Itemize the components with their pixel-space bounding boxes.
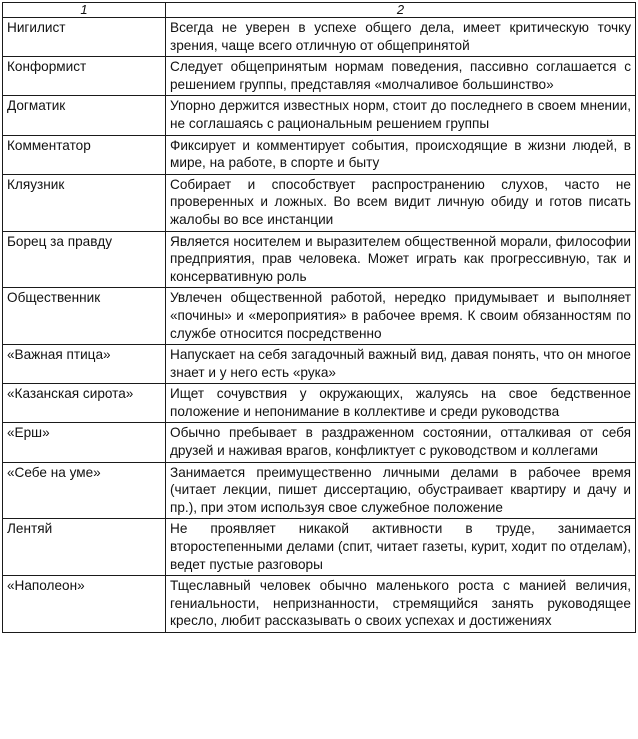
table-row <box>3 576 636 633</box>
type-cell: Борец за правду <box>3 231 166 288</box>
description-cell: Напускает на себя загадочный важный вид, давая понять, что он многое знает и у него есть «рука» <box>166 345 636 384</box>
description-cell: Обычно пребывает в раздраженном состоянии, отталкивая от себя друзей и наживая врагов, конфликтует с руководством и коллегами <box>166 423 636 462</box>
type-cell: «Важная птица» <box>3 345 166 384</box>
type-cell: Нигилист <box>3 18 166 57</box>
description-cell: Не проявляет никакой активности в труде, занимается второстепенными делами (спит, читает газеты, курит, ходит по отделам), ведет пустые разговоры <box>166 519 636 576</box>
description-cell: Ищет сочувствия у окружающих, жалуясь на свое бедственное положение и непонимание в коллективе и среди руководства <box>166 384 636 423</box>
table-row <box>3 18 636 57</box>
type-cell: Кляузник <box>3 174 166 231</box>
description-cell: Является носителем и выразителем общественной морали, философии предприятия, прав человека. Может играть как прогрессивную, так и консервативную роль <box>166 231 636 288</box>
description-cell: Собирает и способствует распространению слухов, часто не проверенных и ложных. Во всем видит личную обиду и готов писать жалобы во все инстанции <box>166 174 636 231</box>
table-row <box>3 288 636 345</box>
table-row <box>3 345 636 384</box>
description-cell: Тщеславный человек обычно маленького роста с манией величия, гениальности, непризнанности, стремящийся занять руководящее кресло, любит рассказывать о своих успехах и достижениях <box>166 576 636 633</box>
type-cell: Лентяй <box>3 519 166 576</box>
document-page <box>2 2 635 633</box>
table-row <box>3 231 636 288</box>
type-cell: Догматик <box>3 96 166 135</box>
table-row <box>3 57 636 96</box>
description-cell: Фиксирует и комментирует события, происходящие в жизни людей, в мире, на работе, в спорте и быту <box>166 135 636 174</box>
table-header-row <box>3 3 636 18</box>
table-row <box>3 96 636 135</box>
description-cell: Занимается преимущественно личными делами в рабочее время (читает лекции, пишет диссертацию, обустраивает квартиру и дачу и пр.), при этом используя свое служебное положение <box>166 462 636 519</box>
description-cell: Упорно держится известных норм, стоит до последнего в своем мнении, не соглашаясь с рациональным решением группы <box>166 96 636 135</box>
table-row <box>3 135 636 174</box>
type-cell: «Наполеон» <box>3 576 166 633</box>
description-cell: Всегда не уверен в успехе общего дела, имеет критическую точку зрения, чаще всего отличную от общепринятой <box>166 18 636 57</box>
table-row <box>3 519 636 576</box>
type-cell: «Казанская сирота» <box>3 384 166 423</box>
table-row <box>3 384 636 423</box>
table-row <box>3 462 636 519</box>
type-cell: «Себе на уме» <box>3 462 166 519</box>
personality-types-table <box>2 2 636 633</box>
type-cell: Конформист <box>3 57 166 96</box>
description-cell: Увлечен общественной работой, нередко придумывает и выполняет «почины» и «мероприятия» в рабочее время. К своим обязанностям по службе относится посредственно <box>166 288 636 345</box>
column-header-1: 1 <box>3 3 166 18</box>
description-cell: Следует общепринятым нормам поведения, пассивно соглашается с решением группы, представляя «молчаливое большинство» <box>166 57 636 96</box>
type-cell: «Ерш» <box>3 423 166 462</box>
column-header-2: 2 <box>166 3 636 18</box>
type-cell: Общественник <box>3 288 166 345</box>
type-cell: Комментатор <box>3 135 166 174</box>
table-row <box>3 174 636 231</box>
table-row <box>3 423 636 462</box>
